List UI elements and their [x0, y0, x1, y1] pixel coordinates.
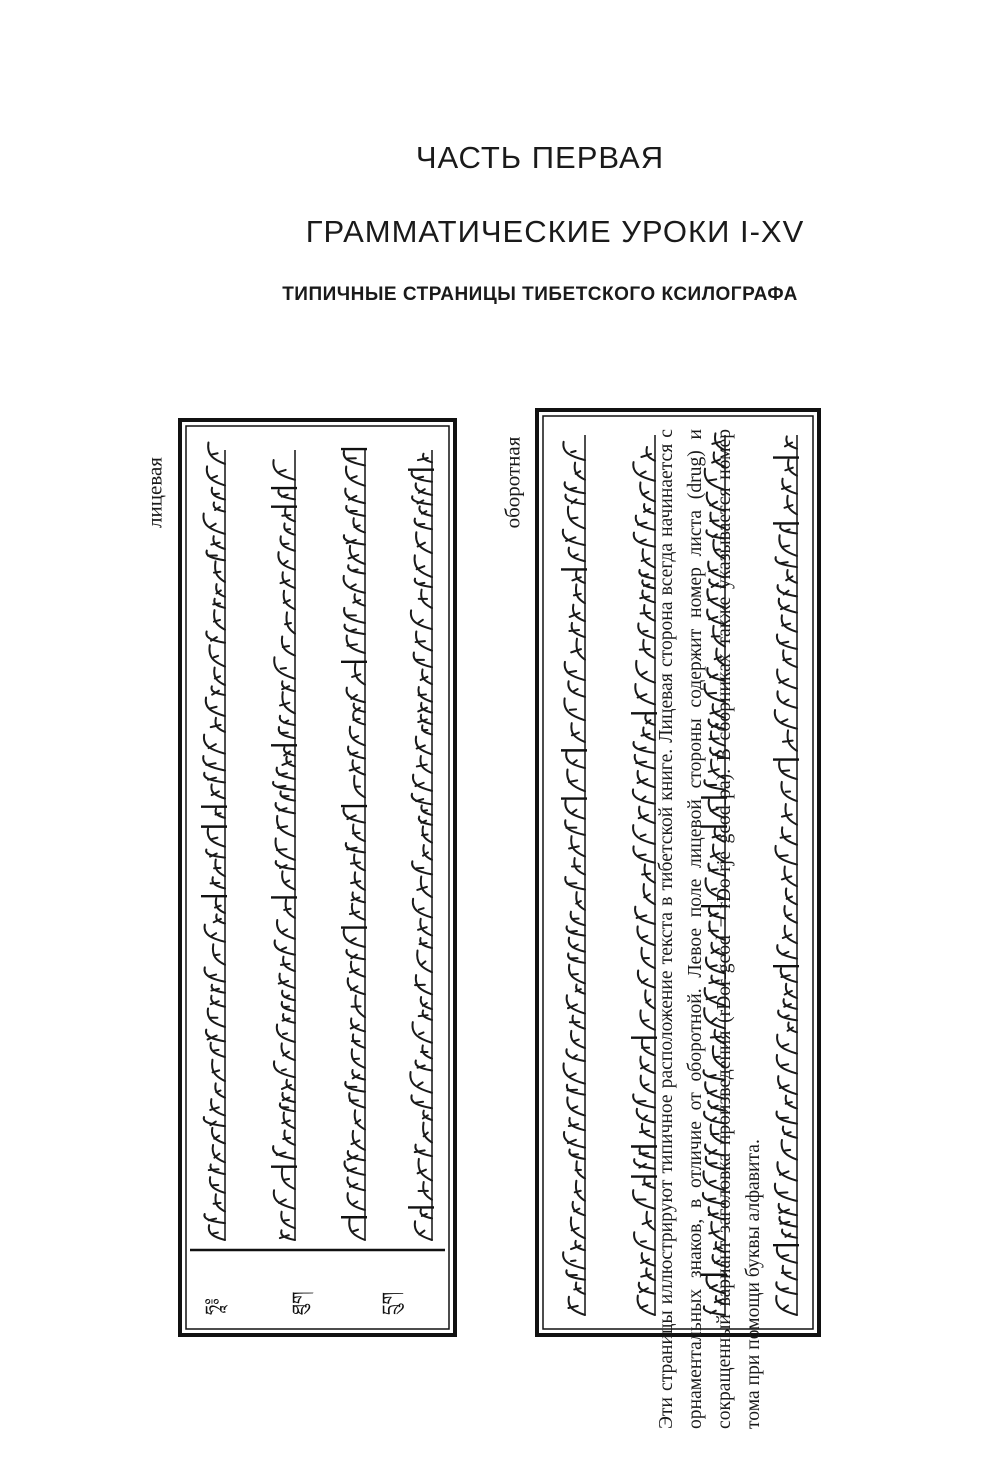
- script-glyph: [421, 669, 432, 684]
- script-glyph: [352, 1070, 365, 1080]
- script-glyph: [278, 552, 295, 570]
- script-glyph: [348, 746, 365, 758]
- script-glyph: [208, 1008, 225, 1026]
- script-glyph: [208, 443, 225, 464]
- script-glyph: [569, 548, 585, 562]
- script-glyph: [346, 843, 365, 852]
- script-glyph: [416, 1060, 432, 1070]
- script-glyph: [418, 687, 432, 702]
- script-glyph: [273, 782, 295, 790]
- script-glyph: [280, 536, 295, 551]
- script-glyph: [275, 940, 295, 954]
- script-glyph: [209, 645, 225, 666]
- script-glyph: [414, 652, 432, 667]
- script-glyph: [204, 735, 225, 754]
- script-glyph: [285, 612, 295, 633]
- script-glyph: [277, 920, 295, 939]
- script-glyph: [213, 599, 225, 608]
- script-glyph: [776, 1111, 797, 1123]
- script-glyph: [203, 514, 225, 534]
- script-glyph: [783, 730, 797, 751]
- script-glyph: [786, 570, 797, 583]
- script-glyph: [282, 509, 295, 522]
- script-glyph: [350, 727, 365, 746]
- script-glyph: [209, 1164, 225, 1174]
- script-glyph: [351, 855, 365, 871]
- script-glyph: [274, 1190, 295, 1209]
- script-glyph: [570, 605, 585, 622]
- script-glyph: [214, 610, 225, 630]
- script-glyph: [215, 1083, 225, 1097]
- script-glyph: [567, 995, 585, 1013]
- script-glyph: [203, 756, 225, 770]
- script-glyph: [781, 968, 797, 982]
- script-glyph: [569, 965, 585, 984]
- script-glyph: [779, 762, 797, 780]
- script-glyph: [417, 756, 432, 773]
- script-glyph: [280, 716, 295, 725]
- script-glyph: [419, 1182, 432, 1200]
- script-glyph: [416, 532, 432, 553]
- script-glyph: [775, 1184, 797, 1201]
- script-glyph: [216, 584, 225, 597]
- script-glyph: [211, 536, 225, 549]
- script-glyph: [421, 997, 432, 1009]
- script-glyph: [344, 535, 365, 544]
- script-glyph: [563, 442, 585, 460]
- script-glyph: [785, 436, 797, 448]
- script-glyph: [415, 975, 432, 994]
- script-glyph: [573, 1202, 585, 1216]
- script-glyph: [344, 1161, 365, 1175]
- script-glyph: [283, 1014, 295, 1023]
- script-glyph: [211, 877, 225, 888]
- script-glyph: [418, 715, 432, 725]
- xylograph-front-page: [170, 410, 470, 1345]
- script-glyph: [278, 490, 295, 499]
- script-glyph: [273, 1146, 295, 1159]
- script-glyph: [351, 872, 365, 890]
- script-glyph: [776, 557, 797, 567]
- script-glyph: [206, 1030, 225, 1042]
- script-glyph: [212, 488, 225, 500]
- script-glyph: [775, 846, 797, 865]
- script-glyph: [782, 1230, 797, 1238]
- svg-text:ཧཱ༔: ཧཱ༔: [202, 1298, 223, 1315]
- lessons-title: ГРАММАТИЧЕСКИЕ УРОКИ I-XV: [305, 214, 805, 249]
- script-glyph: [572, 571, 585, 583]
- script-glyph: [783, 650, 797, 667]
- script-glyph: [276, 803, 295, 813]
- script-glyph: [213, 944, 225, 965]
- script-glyph: [346, 467, 365, 486]
- script-glyph: [571, 1031, 585, 1048]
- script-glyph: [565, 820, 585, 835]
- script-glyph: [777, 691, 797, 708]
- script-glyph: [415, 519, 432, 530]
- script-glyph: [205, 967, 225, 981]
- script-glyph: [352, 996, 365, 1018]
- script-glyph: [782, 804, 797, 825]
- script-glyph: [421, 1045, 432, 1058]
- script-glyph: [214, 914, 225, 923]
- script-glyph: [569, 938, 585, 952]
- script-glyph: [566, 752, 585, 768]
- script-glyph: [413, 899, 432, 918]
- script-glyph: [568, 953, 585, 963]
- script-glyph: [563, 1252, 585, 1268]
- svg-text:ཐུག: ཐུག: [289, 1291, 310, 1315]
- script-glyph: [417, 876, 432, 897]
- script-glyph: [212, 1128, 225, 1144]
- script-glyph: [206, 632, 225, 643]
- script-glyph: [281, 957, 295, 972]
- script-glyph: [348, 1193, 365, 1210]
- script-glyph: [412, 1022, 432, 1043]
- script-glyph: [786, 1096, 797, 1109]
- script-glyph: [776, 1282, 797, 1294]
- script-glyph: [353, 713, 365, 724]
- script-glyph: [783, 926, 797, 944]
- script-glyph: [346, 506, 365, 516]
- script-glyph: [775, 710, 797, 729]
- script-glyph: [277, 816, 295, 837]
- script-glyph: [214, 561, 225, 582]
- script-glyph: [412, 861, 432, 874]
- script-glyph: [571, 1241, 585, 1250]
- script-glyph: [344, 608, 365, 623]
- script-glyph: [779, 535, 797, 556]
- script-glyph: [348, 978, 365, 994]
- script-glyph: [282, 1093, 295, 1102]
- script-glyph: [782, 1140, 797, 1160]
- script-glyph: [280, 1230, 295, 1240]
- script-glyph: [214, 668, 225, 685]
- script-glyph: [574, 1282, 585, 1294]
- front-side-label: лицевая: [142, 457, 167, 528]
- script-glyph: [284, 591, 295, 610]
- script-glyph: [569, 1118, 585, 1130]
- script-glyph: [211, 985, 225, 993]
- script-glyph: [277, 1025, 295, 1043]
- script-glyph: [277, 768, 295, 779]
- script-glyph: [565, 482, 585, 493]
- script-glyph: [777, 1247, 797, 1263]
- script-glyph: [418, 703, 432, 713]
- script-glyph: [282, 1113, 295, 1129]
- back-side-label: оборотная: [500, 436, 525, 529]
- script-glyph: [571, 639, 585, 660]
- script-glyph: [778, 1011, 797, 1021]
- script-glyph: [215, 898, 225, 913]
- script-glyph: [279, 727, 295, 738]
- script-glyph: [777, 1035, 797, 1054]
- script-glyph: [282, 681, 295, 691]
- script-glyph: [576, 985, 585, 994]
- script-glyph: [413, 775, 432, 791]
- script-glyph: [282, 991, 295, 1001]
- script-glyph: [213, 1145, 225, 1162]
- script-glyph: [204, 1117, 225, 1126]
- script-glyph: [281, 1212, 295, 1229]
- script-glyph: [210, 1099, 225, 1115]
- caption-text: [652, 429, 762, 1429]
- script-glyph: [567, 926, 585, 935]
- script-glyph: [784, 906, 797, 923]
- script-glyph: [423, 1111, 432, 1120]
- script-glyph: [565, 662, 585, 680]
- script-glyph: [567, 1085, 585, 1095]
- script-glyph: [351, 1131, 365, 1150]
- script-glyph: [574, 584, 585, 603]
- part-title: ЧАСТЬ ПЕРВАЯ: [415, 140, 665, 175]
- script-glyph: [346, 950, 365, 959]
- script-glyph: [280, 572, 295, 588]
- script-glyph: [280, 1103, 295, 1111]
- script-glyph: [563, 1063, 585, 1083]
- script-glyph: [565, 877, 585, 890]
- script-glyph: [274, 657, 295, 679]
- script-glyph: [354, 776, 365, 798]
- script-glyph: [412, 472, 432, 482]
- script-glyph: [207, 466, 225, 485]
- script-glyph: [352, 1049, 365, 1068]
- script-glyph: [354, 704, 365, 712]
- script-glyph: [781, 782, 797, 801]
- script-glyph: [571, 912, 585, 926]
- script-glyph: [411, 610, 432, 629]
- script-glyph: [412, 794, 432, 805]
- script-glyph: [567, 1097, 585, 1115]
- script-glyph: [211, 718, 225, 732]
- script-glyph: [410, 1072, 432, 1093]
- script-glyph: [282, 1002, 295, 1011]
- script-glyph: [571, 723, 585, 742]
- script-glyph: [572, 858, 585, 875]
- script-glyph: [779, 1204, 797, 1215]
- script-glyph: [276, 861, 295, 869]
- script-glyph: [422, 725, 432, 734]
- script-glyph: [568, 1297, 585, 1315]
- script-glyph: [568, 681, 585, 697]
- script-glyph: [353, 825, 365, 842]
- script-glyph: [781, 827, 797, 844]
- script-glyph: [423, 845, 432, 860]
- script-glyph: [280, 791, 295, 800]
- script-glyph: [782, 479, 797, 494]
- script-glyph: [565, 801, 585, 819]
- script-glyph: [351, 892, 365, 902]
- script-glyph: [345, 489, 365, 504]
- script-glyph: [420, 1209, 432, 1218]
- script-glyph: [779, 599, 797, 613]
- script-glyph: [282, 871, 295, 889]
- script-glyph: [281, 1043, 295, 1060]
- script-glyph: [418, 919, 432, 936]
- script-glyph: [284, 899, 295, 918]
- script-glyph: [344, 930, 365, 947]
- script-glyph: [571, 1217, 585, 1238]
- script-glyph: [564, 698, 585, 720]
- script-glyph: [566, 1270, 585, 1279]
- script-glyph: [208, 829, 225, 847]
- script-glyph: [568, 507, 585, 529]
- script-glyph: [419, 506, 432, 516]
- script-glyph: [350, 760, 365, 775]
- script-glyph: [784, 496, 797, 515]
- script-glyph: [777, 1162, 797, 1181]
- script-glyph: [352, 1034, 365, 1048]
- script-glyph: [205, 925, 225, 942]
- script-glyph: [206, 850, 225, 858]
- script-glyph: [347, 688, 365, 703]
- script-glyph: [214, 1194, 225, 1211]
- script-glyph: [575, 1181, 585, 1201]
- script-glyph: [206, 551, 225, 561]
- script-glyph: [416, 737, 432, 755]
- script-glyph: [344, 808, 365, 823]
- script-glyph: [783, 1126, 797, 1137]
- script-glyph: [282, 1080, 295, 1090]
- script-glyph: [419, 817, 432, 825]
- script-glyph: [214, 859, 225, 876]
- script-glyph: [782, 615, 797, 632]
- script-glyph: [211, 996, 225, 1007]
- script-glyph: [415, 579, 432, 588]
- script-glyph: [212, 1060, 225, 1081]
- script-glyph: [570, 1016, 585, 1029]
- script-glyph: [276, 838, 295, 860]
- margin-marks: [202, 1291, 404, 1315]
- script-glyph: [778, 585, 797, 596]
- script-glyph: [210, 1043, 225, 1057]
- script-glyph: [355, 1110, 365, 1129]
- script-glyph: [416, 631, 432, 650]
- script-glyph: [420, 938, 432, 948]
- tibetan-text-lines: [201, 443, 434, 1240]
- script-glyph: [273, 460, 295, 480]
- script-glyph: [782, 1266, 797, 1280]
- script-glyph: [416, 483, 432, 495]
- script-glyph: [282, 1169, 295, 1189]
- script-glyph: [411, 1095, 432, 1108]
- script-glyph: [204, 773, 225, 783]
- script-glyph: [214, 502, 225, 511]
- script-glyph: [353, 594, 365, 605]
- script-glyph: [344, 625, 365, 634]
- script-glyph: [418, 1159, 432, 1181]
- script-glyph: [422, 826, 432, 842]
- script-glyph: [282, 757, 295, 767]
- script-glyph: [349, 1093, 365, 1108]
- script-glyph: [567, 769, 585, 791]
- script-glyph: [209, 1225, 225, 1240]
- script-glyph: [418, 454, 432, 463]
- script-glyph: [780, 525, 797, 533]
- script-glyph: [211, 686, 225, 695]
- script-glyph: [344, 576, 365, 593]
- script-glyph: [421, 805, 432, 815]
- script-glyph: [777, 1055, 797, 1074]
- script-glyph: [353, 518, 365, 532]
- script-glyph: [785, 460, 797, 476]
- script-glyph: [347, 1177, 365, 1190]
- script-glyph: [785, 984, 797, 998]
- script-glyph: [215, 809, 225, 818]
- script-glyph: [779, 1217, 797, 1227]
- script-glyph: [284, 523, 295, 534]
- script-glyph: [211, 784, 225, 798]
- script-glyph: [351, 1018, 365, 1031]
- script-glyph: [782, 866, 797, 886]
- script-glyph: [563, 530, 585, 546]
- script-glyph: [565, 495, 585, 505]
- script-glyph: [788, 1023, 797, 1033]
- script-glyph: [783, 999, 797, 1009]
- script-glyph: [349, 546, 365, 564]
- script-glyph: [419, 590, 432, 608]
- script-glyph: [352, 664, 365, 685]
- script-glyph: [284, 747, 295, 755]
- script-glyph: [283, 1131, 295, 1145]
- script-glyph: [415, 1145, 432, 1157]
- script-glyph: [576, 1161, 585, 1178]
- script-glyph: [344, 451, 365, 465]
- script-glyph: [415, 1221, 432, 1240]
- script-glyph: [423, 1123, 432, 1143]
- script-glyph: [282, 636, 295, 655]
- script-glyph: [412, 496, 432, 504]
- script-glyph: [280, 692, 295, 713]
- script-glyph: [415, 555, 432, 577]
- script-glyph: [569, 1150, 585, 1159]
- script-glyph: [348, 1151, 365, 1160]
- script-glyph: [206, 698, 225, 717]
- script-glyph: [575, 463, 585, 480]
- script-glyph: [569, 836, 585, 856]
- script-glyph: [210, 1177, 225, 1193]
- script-glyph: [350, 904, 365, 920]
- script-glyph: [776, 1296, 797, 1315]
- script-glyph: [274, 1061, 295, 1077]
- script-glyph: [345, 1082, 365, 1092]
- script-glyph: [564, 1132, 585, 1148]
- caption-paragraph: Эти страницы иллюстрируют типичное расположение текста в тибетской книге. Лицевая сторона всегда начинается с орнаментальных знаков, в отличие от оборотной. Левое поле лицевой стороны содержит номер листа (drug) и сокращенный вариант заголовка произведения (rDor-gcod = rDo-rje gcod-pa). В сборниках также указывается номер тома при помощи буквы алфавита.: [656, 429, 764, 1429]
- script-glyph: [778, 1076, 797, 1094]
- script-glyph: [347, 636, 365, 654]
- script-glyph: [417, 951, 432, 973]
- script-glyph: [350, 962, 365, 977]
- script-glyph: [576, 892, 585, 910]
- script-glyph: [777, 945, 797, 959]
- svg-text:དྲུག: དྲུག: [379, 1291, 400, 1315]
- script-glyph: [279, 974, 295, 988]
- section-title: ТИПИЧНЫЕ СТРАНИЦЫ ТИБЕТСКОГО КСИЛОГРАФА: [282, 284, 798, 305]
- script-glyph: [777, 634, 797, 649]
- script-glyph: [204, 1214, 225, 1223]
- script-glyph: [419, 1010, 432, 1019]
- script-glyph: [566, 1049, 585, 1061]
- script-glyph: [349, 1219, 365, 1240]
- script-glyph: [777, 669, 797, 688]
- script-glyph: [348, 565, 365, 573]
- script-glyph: [569, 623, 585, 637]
- script-glyph: [786, 888, 797, 904]
